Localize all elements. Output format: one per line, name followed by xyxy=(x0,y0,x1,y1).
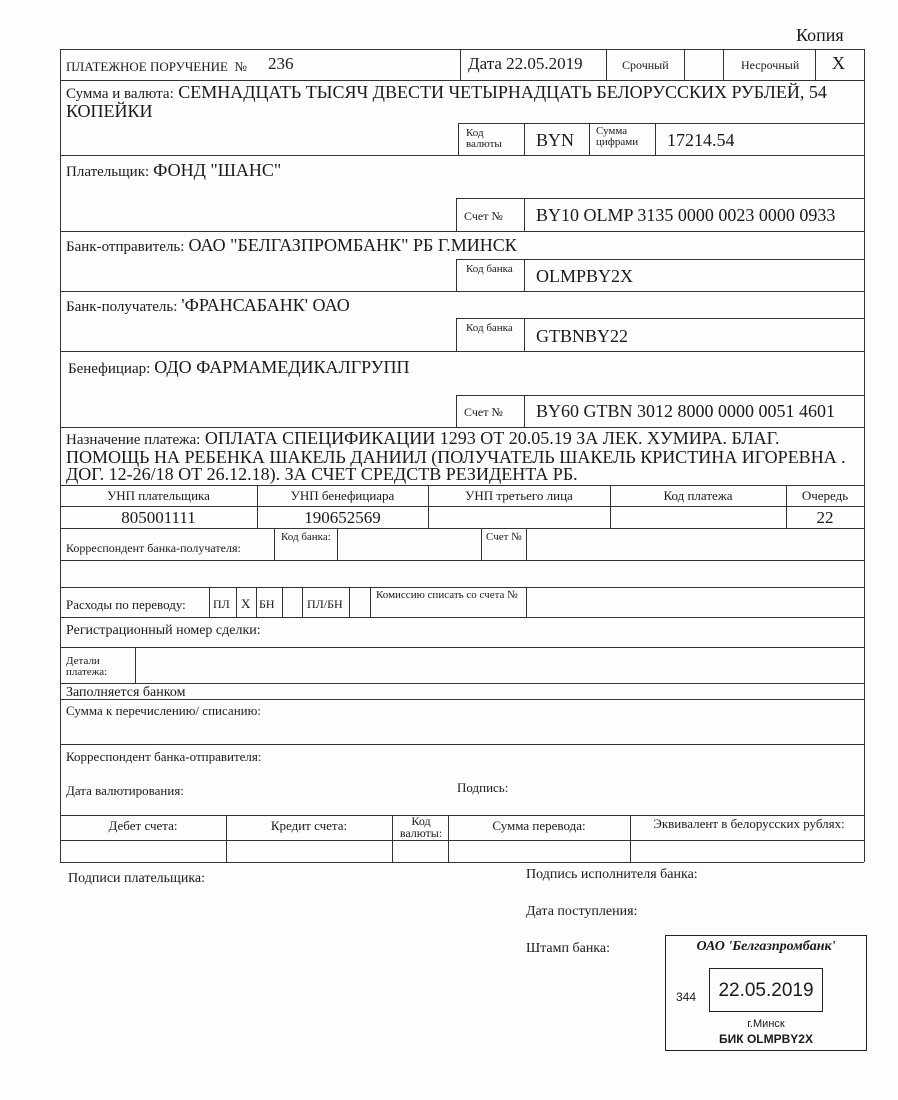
debit-label: Дебет счета: xyxy=(108,818,178,833)
correspondent-bank-code-label: Код банка: xyxy=(281,531,331,543)
beneficiary-unp-label: УНП бенефициара xyxy=(290,488,395,503)
fees-bn: БН xyxy=(259,597,275,611)
copy-label: Копия xyxy=(796,25,844,45)
signature-label: Подпись: xyxy=(457,780,509,795)
order-date: Дата 22.05.2019 xyxy=(468,54,583,73)
fees-mark: X xyxy=(241,596,251,611)
payer-account-label: Счет № xyxy=(464,209,503,223)
stamp-bic: БИК OLMPBY2X xyxy=(719,1032,813,1046)
beneficiary-account: BY60 GTBN 3012 8000 0000 0051 4601 xyxy=(536,401,836,421)
beneficiary-account-label: Счет № xyxy=(464,405,503,419)
transfer-sum-label: Сумма перевода: xyxy=(492,818,586,833)
urgent-label: Срочный xyxy=(622,58,669,72)
currency-code: BYN xyxy=(536,130,575,150)
deal-reg-label: Регистрационный номер сделки: xyxy=(66,623,261,638)
non-urgent-label: Несрочный xyxy=(741,58,800,72)
stamp-date-box xyxy=(709,968,823,1012)
payer-signatures-label: Подписи плательщика: xyxy=(68,871,206,886)
payer-field: Плательщик: ФОНД "ШАНС" xyxy=(66,160,282,180)
sum-digits-label: Сумма цифрами xyxy=(596,125,639,148)
sender-bank-code: OLMPBY2X xyxy=(536,266,634,286)
details-label: Детали платежа: xyxy=(66,655,108,678)
form-title: ПЛАТЕЖНОЕ ПОРУЧЕНИЕ № xyxy=(66,59,247,74)
sender-correspondent-label: Корреспондент банка-отправителя: xyxy=(66,749,262,764)
amount-field: Сумма и валюта: СЕМНАДЦАТЬ ТЫСЯЧ ДВЕСТИ ЧЕТЫРНАДЦАТЬ БЕЛОРУССКИХ РУБЛЕЙ, 54 КОПЕЙКИ xyxy=(66,82,827,121)
correspondent-label: Корреспондент банка-получателя: xyxy=(66,541,241,555)
bank-stamp-label: Штамп банка: xyxy=(526,941,610,956)
stamp-bank-name: ОАО 'Белгазпромбанк' xyxy=(696,939,836,954)
bank-stamp xyxy=(665,935,867,1051)
sender-bank-code-label: Код банка xyxy=(466,263,513,275)
payer-unp-label: УНП плательщика xyxy=(107,488,210,503)
sum-digits: 17214.54 xyxy=(667,130,735,150)
receiver-bank-code: GTBNBY22 xyxy=(536,326,629,346)
receiver-bank-code-label: Код банка xyxy=(466,322,513,334)
stamp-number: 344 xyxy=(676,990,697,1004)
non-urgent-mark: X xyxy=(832,53,845,73)
queue-value: 22 xyxy=(816,508,834,527)
byn-equivalent-label: Эквивалент в белорусских рублях: xyxy=(653,816,845,831)
third-party-unp-label: УНП третьего лица xyxy=(465,488,573,503)
sender-bank-field: Банк-отправитель: ОАО "БЕЛГАЗПРОМБАНК" РБ Г.МИНСК xyxy=(66,235,517,255)
beneficiary-unp: 190652569 xyxy=(304,508,381,527)
stamp-city: г.Минск xyxy=(747,1018,785,1030)
currency-code-label: Код валюты xyxy=(466,127,502,150)
correspondent-account-label: Счет № xyxy=(486,531,522,543)
payer-unp: 805001111 xyxy=(121,508,196,527)
value-date-label: Дата валютирования: xyxy=(66,783,184,798)
fees-plbn: ПЛ/БН xyxy=(307,597,343,611)
receipt-date-label: Дата поступления: xyxy=(526,904,638,919)
amount-to-transfer-label: Сумма к перечислению/ списанию: xyxy=(66,703,261,718)
payment-code-label: Код платежа xyxy=(663,488,733,503)
bank-section-title: Заполняется банком xyxy=(66,685,186,700)
payer-account: BY10 OLMP 3135 0000 0023 0000 0933 xyxy=(536,205,836,225)
credit-label: Кредит счета: xyxy=(270,818,348,833)
payment-purpose: Назначение платежа: ОПЛАТА СПЕЦИФИКАЦИИ 1293 ОТ 20.05.19 ЗА ЛЕК. ХУМИРА. БЛАГ. ПОМОЩЬ НА РЕБЕНКА ШАКЕЛЬ ДАНИИЛ (ПОЛУЧАТЕЛЬ ШАКЕЛЬ КРИСТИНА ИГОРЕВНА . ДОГ. 12-26/18 ОТ 26.12.18). ЗА СЧЕТ СРЕДСТВ РЕЗИДЕНТА РБ. xyxy=(66,428,846,484)
fees-pl: ПЛ xyxy=(213,597,230,611)
beneficiary-field: Бенефициар: ОДО ФАРМАМЕДИКАЛГРУПП xyxy=(68,357,410,377)
queue-label: Очередь xyxy=(801,488,849,503)
currency-code-bank-label: Код валюты: xyxy=(399,814,443,840)
executor-signature-label: Подпись исполнителя банка: xyxy=(526,867,698,882)
order-number: 236 xyxy=(268,54,294,73)
fees-label: Расходы по переводу: xyxy=(66,597,186,612)
commission-label: Комиссию списать со счета № xyxy=(376,589,518,601)
receiver-bank-field: Банк-получатель: 'ФРАНСАБАНК' ОАО xyxy=(66,295,350,315)
stamp-date: 22.05.2019 xyxy=(718,980,814,1001)
